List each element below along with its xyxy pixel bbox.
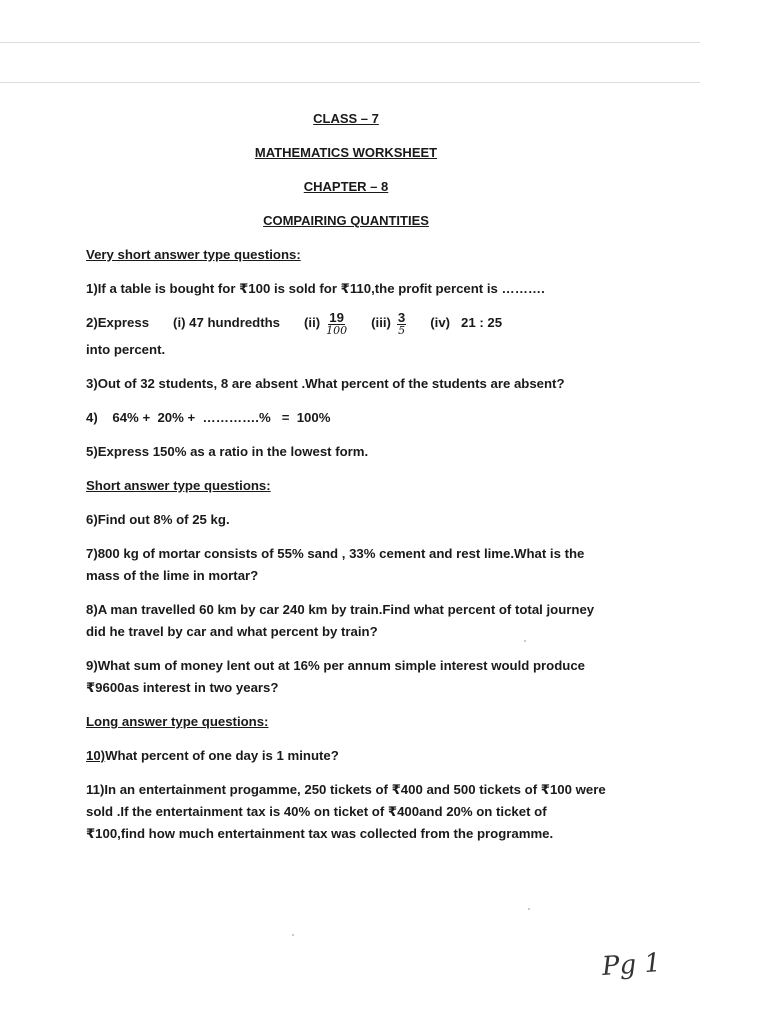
q2-fraction-iii-denominator: 5 (398, 324, 406, 337)
section-short: Short answer type questions: (86, 478, 271, 493)
section-very-short: Very short answer type questions: (86, 247, 301, 262)
question-7: 7)800 kg of mortar consists of 55% sand , 33% cement and rest lime.What is the mass of the lime in mortar? (86, 546, 585, 583)
worksheet-page (86, 108, 606, 857)
scan-speck (528, 908, 530, 910)
question-11: 11)In an entertainment progamme, 250 tickets of ₹400 and 500 tickets of ₹100 were sold .If the entertainment tax is 40% on ticket of ₹400and 20% on ticket of ₹100,find how much entertainment tax was collected from the programme. (86, 782, 606, 841)
section-long: Long answer type questions: (86, 714, 269, 729)
question-1: 1)If a table is bought for ₹100 is sold for ₹110,the profit percent is ………. (86, 281, 545, 296)
q2-part-ii-label: (ii) (304, 315, 321, 330)
q10-text: What percent of one day is 1 minute? (105, 748, 339, 763)
q10-number: 10) (86, 748, 106, 763)
q2-fraction-ii-numerator: 19 (329, 310, 344, 325)
question-6: 6)Find out 8% of 25 kg. (86, 512, 230, 527)
q2-tail: into percent. (86, 342, 166, 357)
question-5: 5)Express 150% as a ratio in the lowest form. (86, 444, 369, 459)
q2-lead: 2)Express (86, 315, 150, 330)
chapter-heading: CHAPTER – 8 (303, 179, 389, 194)
q2-part-iii-label: (iii) (371, 315, 391, 330)
q2-part-iii (371, 312, 406, 337)
question-3: 3)Out of 32 students, 8 are absent .What percent of the students are absent? (86, 376, 565, 391)
scan-edge-top (0, 42, 700, 43)
question-9: 9)What sum of money lent out at 16% per annum simple interest would produce ₹9600as interest in two years? (86, 658, 585, 695)
q2-fraction-iii (397, 312, 406, 337)
question-10 (86, 745, 606, 767)
topic-heading: COMPAIRING QUANTITIES (263, 213, 429, 228)
subject-heading: MATHEMATICS WORKSHEET (254, 145, 438, 160)
class-heading: CLASS – 7 (313, 111, 379, 126)
q2-part-ii (304, 312, 347, 337)
scan-speck (292, 934, 294, 936)
question-4: 4) 64% + 20% + ………….% = 100% (86, 410, 331, 425)
scan-edge-second (0, 82, 700, 83)
q2-fraction-iii-numerator: 3 (397, 310, 406, 325)
q2-part-iv: (iv) 21 : 25 (430, 315, 503, 330)
q2-part-i: (i) 47 hundredths (173, 315, 281, 330)
page-signature: Pg 1 (601, 947, 662, 983)
q2-fraction-ii-denominator: 100 (326, 324, 348, 337)
q2-fraction-ii (326, 312, 347, 337)
question-2 (86, 312, 606, 337)
scan-speck (524, 640, 526, 642)
question-8: 8)A man travelled 60 km by car 240 km by train.Find what percent of total journey did he travel by car and what percent by train? (86, 602, 595, 639)
